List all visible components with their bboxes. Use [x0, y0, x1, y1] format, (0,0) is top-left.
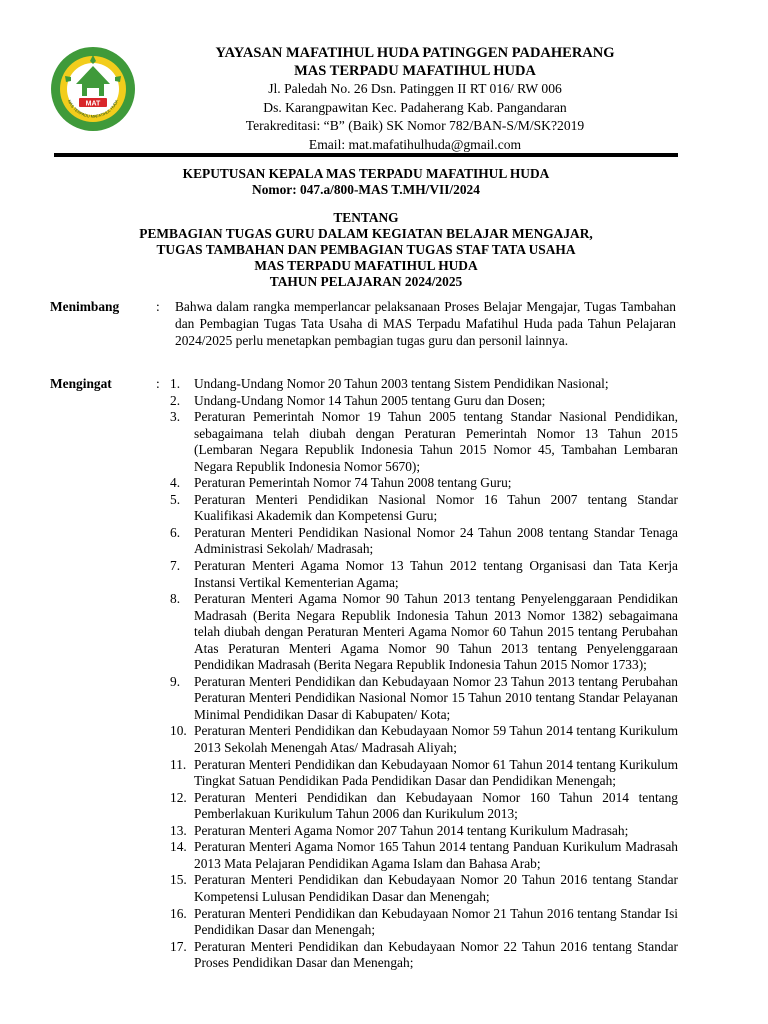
- considering-label: Menimbang: [50, 299, 120, 314]
- letterhead-divider: [54, 153, 678, 157]
- list-item: [170, 558, 678, 591]
- subject-line-4: TAHUN PELAJARAN 2024/2025: [269, 274, 463, 289]
- list-item-number: 12.: [170, 789, 187, 805]
- subject-heading: TENTANG: [333, 210, 399, 225]
- email-line: Email: mat.mafatihulhuda@gmail.com: [308, 136, 522, 152]
- list-item-number: 14.: [170, 839, 187, 855]
- list-item-number: 13.: [170, 822, 187, 838]
- list-item: [170, 525, 678, 558]
- list-item-text: Peraturan Menteri Pendidikan dan Kebudayaan Nomor 20 Tahun 2016 tentang Standar Kompetensi Lulusan Pendidikan Dasar dan Menengah;: [194, 872, 678, 904]
- logo-label: MAT: [85, 100, 101, 108]
- list-item: [170, 839, 678, 872]
- list-item-text: Undang-Undang Nomor 20 Tahun 2003 tentang Sistem Pendidikan Nasional;: [194, 376, 609, 391]
- recalling-colon: :: [156, 376, 160, 391]
- list-item-text: Peraturan Menteri Pendidikan dan Kebudayaan Nomor 160 Tahun 2014 tentang Pemberlakuan Kurikulum Tahun 2006 dan Kurikulum 2013;: [194, 789, 678, 822]
- list-item-text: Peraturan Menteri Agama Nomor 13 Tahun 2012 tentang Organisasi dan Tata Kerja Instansi Vertikal Kementerian Agama;: [194, 558, 678, 590]
- list-item: [170, 823, 678, 840]
- list-item-number: 16.: [170, 905, 187, 921]
- accreditation-line: Terakreditasi: “B” (Baik) SK Nomor 782/BAN-S/M/SK?2019: [245, 118, 585, 133]
- list-item: [170, 376, 678, 393]
- subject-line-2: TUGAS TAMBAHAN DAN PEMBAGIAN TUGAS STAF TATA USAHA: [156, 242, 576, 257]
- list-item-number: 1.: [170, 376, 181, 391]
- list-item: [170, 790, 678, 823]
- list-item-number: 10.: [170, 723, 187, 739]
- recalling-list: [170, 376, 678, 972]
- logo-ring-text: MAS TERPADU MAFATIHUL HUDA: [66, 98, 120, 119]
- list-item-text: Peraturan Pemerintah Nomor 74 Tahun 2008 tentang Guru;: [194, 475, 512, 491]
- list-item-text: Peraturan Menteri Pendidikan dan Kebudayaan Nomor 59 Tahun 2014 tentang Kurikulum 2013 Sekolah Menengah Atas/ Madrasah Aliyah;: [194, 723, 678, 756]
- list-item-text: Peraturan Menteri Pendidikan Nasional Nomor 16 Tahun 2007 tentang Standar Kualifikasi Akademik dan Kompetensi Guru;: [194, 491, 678, 524]
- list-item-number: 7.: [170, 558, 181, 574]
- list-item-number: 15.: [170, 872, 187, 888]
- subject-line-1: PEMBAGIAN TUGAS GURU DALAM KEGIATAN BELAJAR MENGAJAR,: [139, 226, 593, 241]
- list-item-text: Peraturan Menteri Pendidikan dan Kebudayaan Nomor 61 Tahun 2014 tentang Kurikulum Tingkat Satuan Pendidikan Pada Pendidikan Dasar dan Pendidikan Menengah;: [194, 756, 678, 789]
- list-item-number: 3.: [170, 409, 181, 425]
- list-item: [170, 409, 678, 475]
- list-item-number: 2.: [170, 392, 181, 408]
- address-line-1: Jl. Paledah No. 26 Dsn. Patinggen II RT 016/ RW 006: [268, 81, 562, 96]
- foundation-name: YAYASAN MAFATIHUL HUDA PATINGGEN PADAHERANG: [215, 45, 615, 61]
- list-item-text: Peraturan Menteri Pendidikan dan Kebudayaan Nomor 23 Tahun 2013 tentang Perubahan Peraturan Menteri Pendidikan Nasional Nomor 15 Tahun 2010 tentang Standar Pelayanan Minimal Pendidikan Dasar di Kabupaten/ Kota;: [194, 673, 678, 722]
- list-item: [170, 757, 678, 790]
- considering-colon: :: [156, 299, 160, 314]
- school-logo: [50, 46, 136, 132]
- subject-block: [54, 210, 678, 290]
- considering-text: Bahwa dalam rangka memperlancar pelaksanaan Proses Belajar Mengajar, Tugas Tambahan dan Pembagian Tugas Tata Usaha di MAS Terpadu Mafatihul Huda pada Tahun Pelajaran 2024/2025 perlu menetapkan pembagian tugas guru dan personil lainnya.: [175, 299, 676, 348]
- list-item-text: Peraturan Pemerintah Nomor 19 Tahun 2005 tentang Standar Nasional Pendidikan, sebagaimana telah diubah dengan Peraturan Pemerintah Nomor 13 Tahun 2015 (Lembaran Negara Republik Indonesia Tahun 2015 Nomor 45, Tambahan Lembaran Negara Republik Indonesia Nomor 5670);: [194, 409, 678, 474]
- list-item: [170, 674, 678, 724]
- decree-title-block: [54, 166, 678, 198]
- list-item-text: Peraturan Menteri Pendidikan dan Kebudayaan Nomor 21 Tahun 2016 tentang Standar Isi Pendidikan Dasar dan Menengah;: [194, 905, 678, 938]
- list-item-number: 8.: [170, 591, 181, 607]
- letterhead: [150, 44, 680, 154]
- list-item: [170, 723, 678, 756]
- decree-title: KEPUTUSAN KEPALA MAS TERPADU MAFATIHUL HUDA: [182, 166, 550, 181]
- list-item-text: Undang-Undang Nomor 14 Tahun 2005 tentang Guru dan Dosen;: [194, 392, 546, 408]
- list-item: [170, 906, 678, 939]
- decree-number: Nomor: 047.a/800-MAS T.MH/VII/2024: [252, 182, 480, 197]
- school-name: MAS TERPADU MAFATIHUL HUDA: [294, 63, 536, 79]
- list-item: [170, 591, 678, 674]
- list-item-number: 5.: [170, 491, 181, 507]
- recalling-label: Mengingat: [50, 376, 112, 391]
- list-item-number: 17.: [170, 938, 187, 954]
- list-item-number: 6.: [170, 524, 181, 540]
- list-item: [170, 939, 678, 972]
- list-item-text: Peraturan Menteri Agama Nomor 207 Tahun 2014 tentang Kurikulum Madrasah;: [194, 822, 629, 838]
- subject-line-3: MAS TERPADU MAFATIHUL HUDA: [254, 258, 478, 273]
- list-item-text: Peraturan Menteri Agama Nomor 165 Tahun 2014 tentang Panduan Kurikulum Madrasah 2013 Mata Pelajaran Pendidikan Agama Islam dan Bahasa Arab;: [194, 839, 678, 871]
- list-item-text: Peraturan Menteri Pendidikan Nasional Nomor 24 Tahun 2008 tentang Standar Tenaga Administrasi Sekolah/ Madrasah;: [194, 524, 678, 557]
- list-item-text: Peraturan Menteri Pendidikan dan Kebudayaan Nomor 22 Tahun 2016 tentang Standar Proses Pendidikan Dasar dan Menengah;: [194, 938, 678, 971]
- list-item-text: Peraturan Menteri Agama Nomor 90 Tahun 2013 tentang Penyelenggaraan Pendidikan Madrasah (Berita Negara Republik Indonesia Tahun 2013 Nomor 1382) sebagaimana telah diubah dengan Peraturan Menteri Agama Nomor 60 Tahun 2015 tentang Perubahan Atas Peraturan Menteri Agama Nomor 90 Tahun 2013 tentang Penyelenggaraan Pendidikan Madrasah (Berita Negara Republik Indonesia Tahun 2015 Nomor 1733);: [194, 591, 678, 673]
- list-item-number: 11.: [170, 756, 187, 772]
- address-line-2: Ds. Karangpawitan Kec. Padaherang Kab. Pangandaran: [263, 99, 567, 115]
- list-item-number: 4.: [170, 475, 181, 491]
- list-item: [170, 492, 678, 525]
- list-item: [170, 872, 678, 905]
- list-item: [170, 475, 678, 492]
- list-item: [170, 393, 678, 410]
- list-item-number: 9.: [170, 673, 181, 689]
